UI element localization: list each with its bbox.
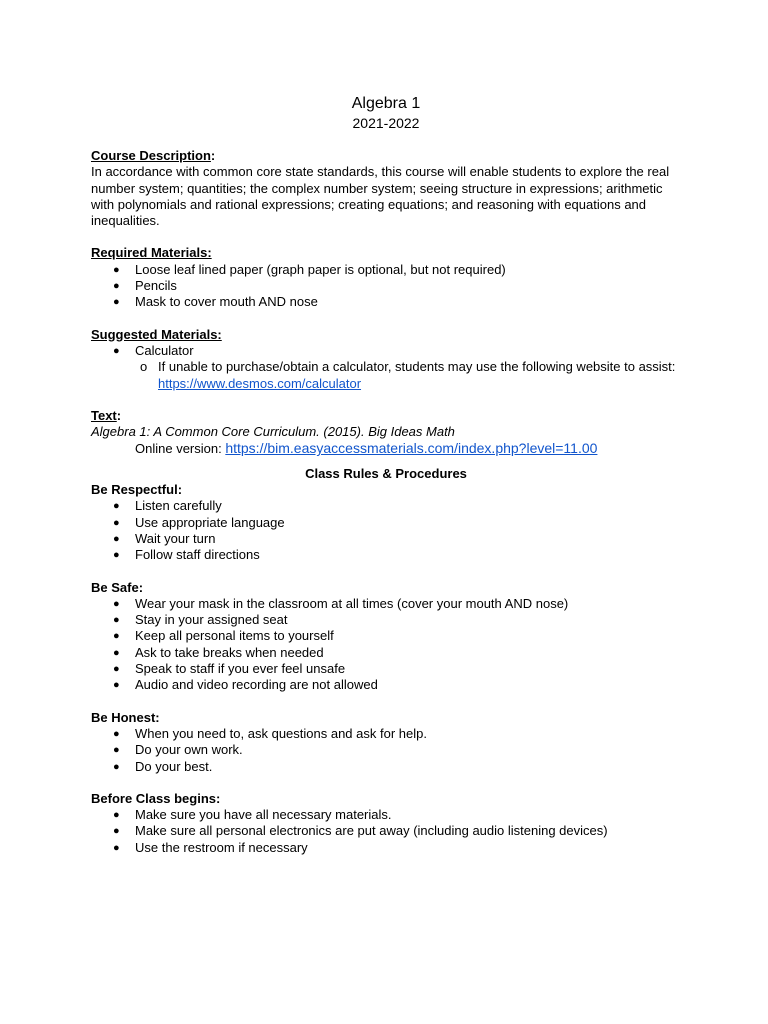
be-respectful-list bbox=[91, 498, 681, 563]
required-materials-heading-text: Required Materials: bbox=[91, 245, 212, 261]
sub-list-text: If unable to purchase/obtain a calculator, students may use the following website to assist: bbox=[158, 359, 676, 375]
list-item: ● Wear your mask in the classroom at all times (cover your mouth AND nose) bbox=[91, 596, 681, 612]
required-materials-list bbox=[91, 262, 681, 311]
list-item: ● Use appropriate language bbox=[91, 515, 681, 531]
textbook-citation: Algebra 1: A Common Core Curriculum. (2015). Big Ideas Math bbox=[91, 424, 455, 440]
suggested-materials-list bbox=[91, 343, 681, 359]
school-year: 2021-2022 bbox=[352, 115, 420, 131]
list-item: ● Speak to staff if you ever feel unsafe bbox=[91, 661, 681, 677]
list-item: ● Follow staff directions bbox=[91, 547, 681, 563]
list-item: ● Calculator bbox=[91, 343, 681, 359]
online-version-label: Online version: bbox=[135, 441, 226, 457]
before-class-heading: Before Class begins: bbox=[91, 790, 221, 806]
suggested-materials-heading bbox=[91, 327, 681, 343]
list-item: ● Audio and video recording are not allowed bbox=[91, 677, 681, 693]
list-item: ● Loose leaf lined paper (graph paper is optional, but not required) bbox=[91, 262, 681, 278]
course-description-heading bbox=[91, 148, 681, 164]
list-item: ● Mask to cover mouth AND nose bbox=[91, 294, 681, 310]
online-version-link[interactable]: https://bim.easyaccessmaterials.com/index.php?level=11.00 bbox=[225, 440, 598, 457]
be-respectful-heading: Be Respectful: bbox=[91, 482, 183, 498]
page-title: Algebra 1 bbox=[351, 95, 421, 112]
online-version-line bbox=[135, 440, 681, 457]
before-class-list bbox=[91, 807, 681, 856]
be-safe-list bbox=[91, 596, 681, 694]
list-item: ● Wait your turn bbox=[91, 531, 681, 547]
document-content bbox=[91, 94, 681, 856]
be-honest-heading: Be Honest: bbox=[91, 709, 160, 725]
desmos-calculator-link[interactable]: https://www.desmos.com/calculator bbox=[158, 375, 362, 391]
be-safe-heading: Be Safe: bbox=[91, 579, 144, 595]
suggested-materials-heading-text: Suggested Materials: bbox=[91, 326, 222, 342]
course-description-heading-colon: : bbox=[210, 148, 216, 163]
sub-bullet-marker: o bbox=[140, 359, 148, 375]
course-description-heading-text: Course Description bbox=[91, 148, 211, 163]
list-item: ● Do your best. bbox=[91, 759, 681, 775]
list-item: ● Make sure all personal electronics are put away (including audio listening devices) bbox=[91, 823, 681, 839]
list-item: ● Do your own work. bbox=[91, 742, 681, 758]
list-item: ● Use the restroom if necessary bbox=[91, 840, 681, 856]
list-item: ● Make sure you have all necessary materials. bbox=[91, 807, 681, 823]
sub-list-item bbox=[91, 359, 681, 392]
list-item: ● Stay in your assigned seat bbox=[91, 612, 681, 628]
list-item: ● Pencils bbox=[91, 278, 681, 294]
list-item: ● Keep all personal items to yourself bbox=[91, 628, 681, 644]
list-item: ● When you need to, ask questions and ask for help. bbox=[91, 726, 681, 742]
suggested-materials-sublist bbox=[91, 359, 681, 392]
class-rules-title: Class Rules & Procedures bbox=[305, 465, 467, 481]
text-heading bbox=[91, 408, 681, 424]
list-item: ● Listen carefully bbox=[91, 498, 681, 514]
be-honest-list bbox=[91, 726, 681, 775]
text-heading-text: Text bbox=[91, 407, 117, 423]
list-item: ● Ask to take breaks when needed bbox=[91, 645, 681, 661]
course-description-text: In accordance with common core state standards, this course will enable students to explore the real number system; quantities; the complex number system; seeing structure in expressions; arithmetic with polynomials and rational expressions; creating equations; and reasoning with equations and inequalities. bbox=[91, 164, 670, 229]
required-materials-heading bbox=[91, 245, 681, 261]
text-heading-colon: : bbox=[116, 407, 122, 423]
